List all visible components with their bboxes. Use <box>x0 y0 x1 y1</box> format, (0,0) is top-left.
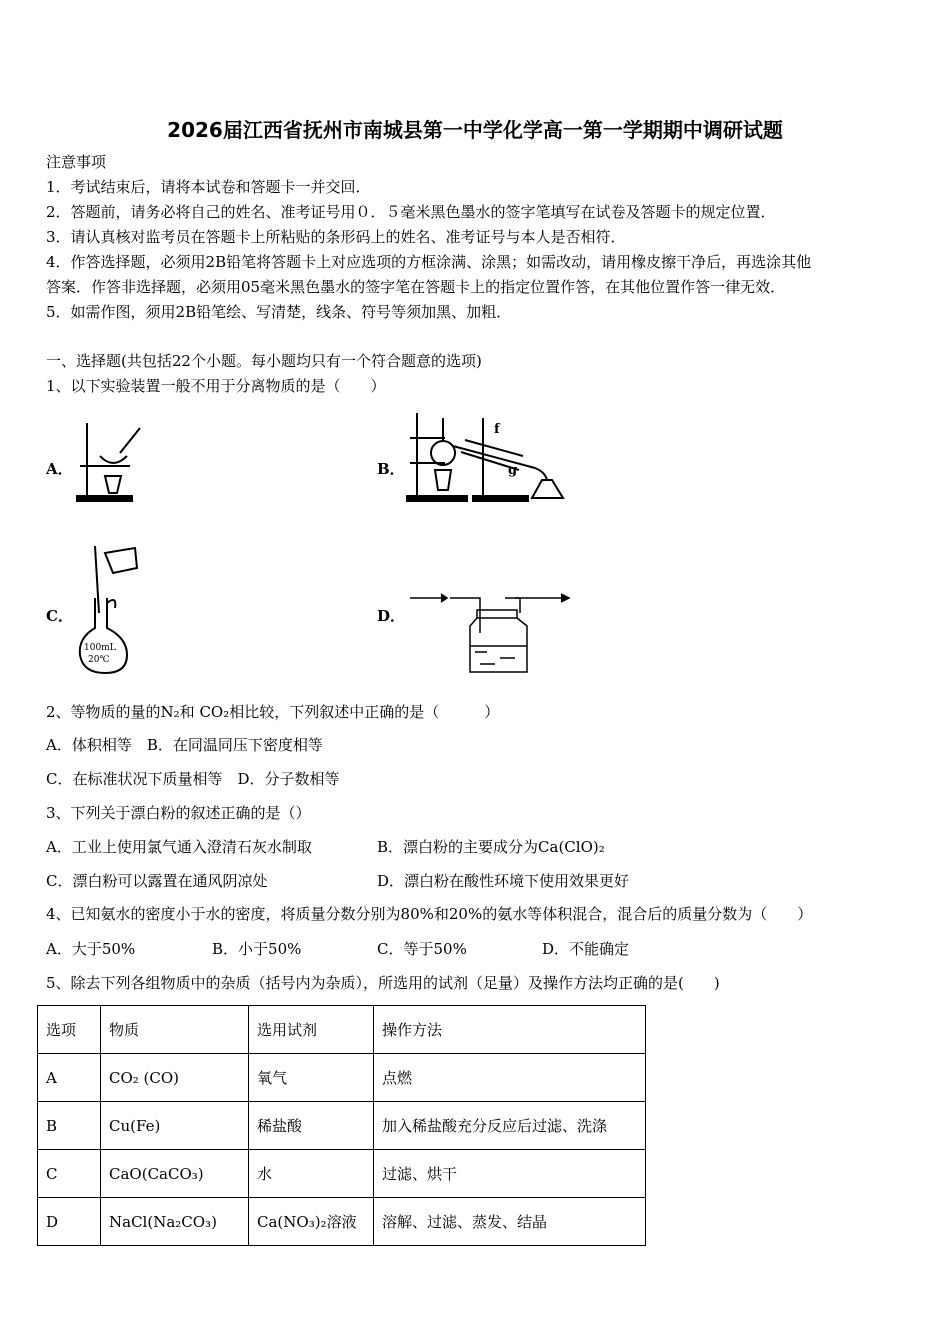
page-title: 2026届江西省抚州市南城县第一中学化学高一第一学期期中调研试题 <box>167 118 783 142</box>
header-cell: 物质 <box>101 1006 249 1054</box>
table-row <box>38 1054 646 1102</box>
question-4-stem: 4、已知氨水的密度小于水的密度，将质量分数分别为80%和20%的氨水等体积混合，混合后的质量分数为（ ） <box>46 905 813 923</box>
q2-options-row: A．体积相等 B．在同温同压下密度相等 <box>46 736 323 754</box>
q1-option-c-label: C． <box>46 607 73 625</box>
cell: Cu(Fe) <box>101 1102 249 1150</box>
table-row <box>38 1198 646 1246</box>
question-5-stem: 5、除去下列各组物质中的杂质（括号内为杂质），所选用的试剂（足量）及操作方法均正确的是( ) <box>46 974 720 992</box>
cell: A <box>38 1054 101 1102</box>
table-header-row <box>38 1006 646 1054</box>
gas-washing-bottle-diagram <box>405 588 575 678</box>
q3-option-a: A．工业上使用氯气通入澄清石灰水制取 <box>46 838 312 856</box>
cell: CO₂ (CO) <box>101 1054 249 1102</box>
cell: NaCl(Na₂CO₃) <box>101 1198 249 1246</box>
notice-heading: 注意事项 <box>46 153 107 171</box>
cell: D <box>38 1198 101 1246</box>
q5-table <box>37 1005 646 1246</box>
section-heading: 一、选择题(共包括22个小题。每小题均只有一个符合题意的选项) <box>46 352 482 370</box>
cell: 点燃 <box>374 1054 646 1102</box>
table-row <box>38 1102 646 1150</box>
cell: C <box>38 1150 101 1198</box>
cell: B <box>38 1102 101 1150</box>
q1-option-a-label: A． <box>46 460 73 478</box>
header-cell: 选项 <box>38 1006 101 1054</box>
notice-item: 1．考试结束后，请将本试卷和答题卡一并交回． <box>46 178 371 196</box>
header-cell: 选用试剂 <box>249 1006 374 1054</box>
cell: 溶解、过滤、蒸发、结晶 <box>374 1198 646 1246</box>
cell: 稀盐酸 <box>249 1102 374 1150</box>
notice-item: 2．答题前，请务必将自己的姓名、准考证号用０．５毫米黑色墨水的签字笔填写在试卷及答题卡的规定位置． <box>46 203 776 221</box>
q2-options-row: C．在标准状况下质量相等 D．分子数相等 <box>46 770 340 788</box>
cell: 氧气 <box>249 1054 374 1102</box>
question-3-stem: 3、下列关于漂白粉的叙述正确的是（） <box>46 804 311 822</box>
question-2-stem: 2、等物质的量的N₂和 CO₂相比较，下列叙述中正确的是（ ） <box>46 703 500 721</box>
evaporation-apparatus-diagram <box>75 418 145 503</box>
flask-temp-label: 20℃ <box>88 655 110 665</box>
question-1-stem: 1、以下实验装置一般不用于分离物质的是（ ） <box>46 377 386 395</box>
q4-option-b: B．小于50% <box>212 940 302 958</box>
volumetric-flask-diagram <box>75 543 150 678</box>
notice-item: 5．如需作图，须用2B铅笔绘、写清楚，线条、符号等须加黑、加粗． <box>46 303 512 321</box>
q1-option-d-label: D． <box>377 607 406 625</box>
notice-item: 4．作答选择题，必须用2B铅笔将答题卡上对应选项的方框涂满、涂黑；如需改动，请用橡皮擦干净后，再选涂其他 <box>46 253 812 271</box>
distillation-apparatus-diagram <box>405 408 575 503</box>
cell: CaO(CaCO₃) <box>101 1150 249 1198</box>
label-g: g <box>508 463 518 478</box>
flask-volume-label: 100mL <box>84 643 116 653</box>
q3-option-d: D．漂白粉在酸性环境下使用效果更好 <box>377 872 630 890</box>
cell: 水 <box>249 1150 374 1198</box>
q4-option-c: C．等于50% <box>377 940 467 958</box>
cell: 加入稀盐酸充分反应后过滤、洗涤 <box>374 1102 646 1150</box>
q4-option-a: A．大于50% <box>46 940 136 958</box>
q3-option-c: C．漂白粉可以露置在通风阴凉处 <box>46 872 268 890</box>
q1-option-b-label: B． <box>377 460 405 478</box>
notice-item: 答案．作答非选择题，必须用05毫米黑色墨水的签字笔在答题卡上的指定位置作答，在其他位置作答一律无效． <box>46 278 786 296</box>
table-row <box>38 1150 646 1198</box>
label-f: f <box>494 422 500 437</box>
q3-option-b: B．漂白粉的主要成分为Ca(ClO)₂ <box>377 838 605 856</box>
cell: Ca(NO₃)₂溶液 <box>249 1198 374 1246</box>
header-cell: 操作方法 <box>374 1006 646 1054</box>
q4-option-d: D．不能确定 <box>542 940 630 958</box>
cell: 过滤、烘干 <box>374 1150 646 1198</box>
notice-item: 3．请认真核对监考员在答题卡上所粘贴的条形码上的姓名、准考证号与本人是否相符． <box>46 228 626 246</box>
